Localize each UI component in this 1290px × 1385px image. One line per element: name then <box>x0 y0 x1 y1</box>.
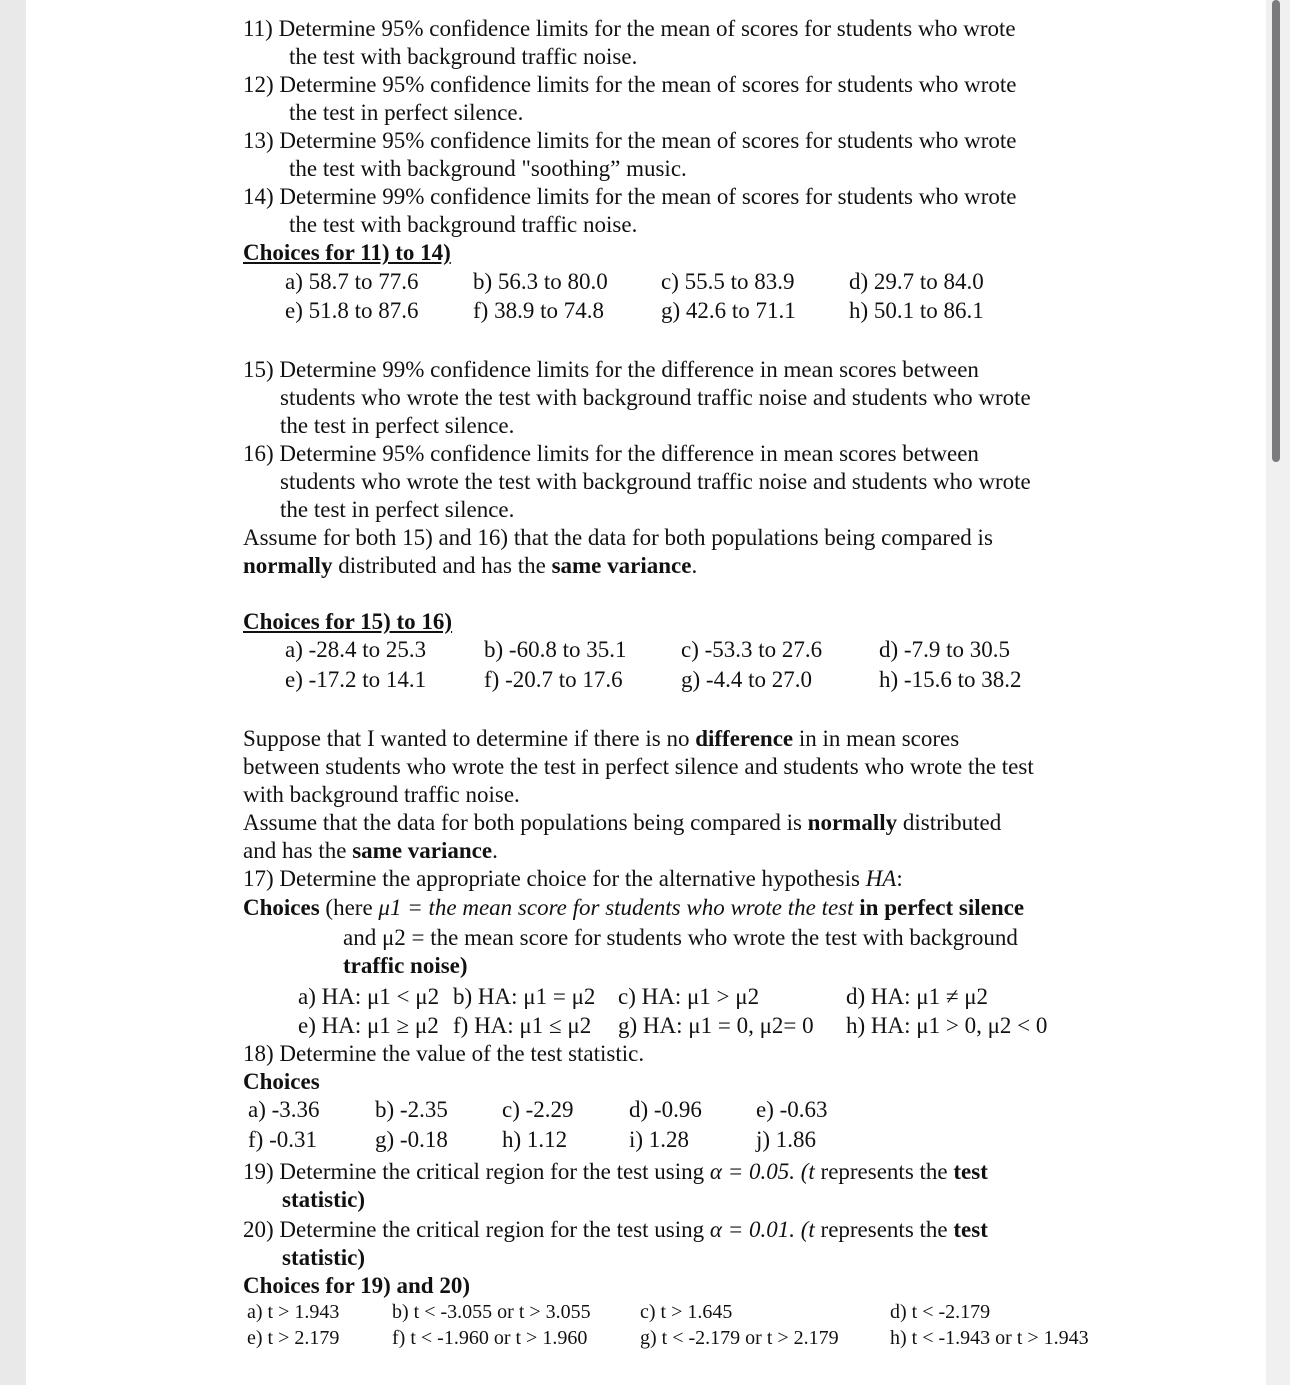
choice-item: b) -60.8 to 35.1 <box>484 637 627 662</box>
choice-item: h) 1.12 <box>502 1127 568 1152</box>
choice-item: i) 1.28 <box>629 1127 690 1152</box>
choice-item: c) -53.3 to 27.6 <box>681 637 823 662</box>
choice-item: e) 51.8 to 87.6 <box>285 298 419 323</box>
choice-item: d) -0.96 <box>629 1097 702 1122</box>
assumption-15-16-cont: normally distributed and has the same variance. <box>243 553 698 578</box>
suppose-paragraph-cont: between students who wrote the test in perfect silence and students who wrote the test <box>243 754 1034 779</box>
assumption-17: Assume that the data for both populations being compared is normally distributed <box>243 810 1002 835</box>
question-13-cont: the test with background "soothing” music. <box>289 156 687 181</box>
choice-item: b) -2.35 <box>375 1097 448 1122</box>
choice-item: g) -4.4 to 27.0 <box>681 667 812 692</box>
choice-item: c) HA: μ1 > μ2 <box>618 984 760 1009</box>
assumption-17-cont: and has the same variance. <box>243 838 498 863</box>
choice-item: b) t < -3.055 or t > 3.055 <box>392 1301 591 1323</box>
choice-item: g) -0.18 <box>375 1127 448 1152</box>
choice-item: e) -17.2 to 14.1 <box>285 667 427 692</box>
question-11-cont: the test with background traffic noise. <box>289 44 638 69</box>
choice-item: a) -3.36 <box>248 1097 320 1122</box>
choice-item: j) 1.86 <box>756 1127 817 1152</box>
question-15-cont: the test in perfect silence. <box>280 413 515 438</box>
question-20: 20) Determine the critical region for the test using α = 0.01. (t represents the test <box>243 1217 988 1242</box>
question-15: 15) Determine 99% confidence limits for the difference in mean scores between <box>243 357 979 382</box>
question-16-cont: the test in perfect silence. <box>280 497 515 522</box>
choice-item: h) HA: μ1 > 0, μ2 < 0 <box>846 1013 1048 1038</box>
assumption-15-16: Assume for both 15) and 16) that the data for both populations being compared is <box>243 525 993 550</box>
choice-item: a) HA: μ1 < μ2 <box>298 984 440 1009</box>
question-19: 19) Determine the critical region for the test using α = 0.05. (t represents the test <box>243 1159 988 1184</box>
question-12: 12) Determine 95% confidence limits for the mean of scores for students who wrote <box>243 72 1017 97</box>
choices-15-16-heading: Choices for 15) to 16) <box>243 609 453 634</box>
question-19-cont: statistic) <box>282 1187 366 1212</box>
choice-item: a) 58.7 to 77.6 <box>285 269 419 294</box>
choice-item: d) -7.9 to 30.5 <box>879 637 1010 662</box>
question-12-cont: the test in perfect silence. <box>289 100 524 125</box>
question-15-cont: students who wrote the test with background traffic noise and students who wrote <box>280 385 1031 410</box>
choices-11-14-heading: Choices for 11) to 14) <box>243 240 451 265</box>
question-14-cont: the test with background traffic noise. <box>289 212 638 237</box>
choice-item: h) t < -1.943 or t > 1.943 <box>890 1327 1089 1349</box>
choice-item: d) 29.7 to 84.0 <box>849 269 984 294</box>
choice-item: g) 42.6 to 71.1 <box>661 298 796 323</box>
question-14: 14) Determine 99% confidence limits for the mean of scores for students who wrote <box>243 184 1017 209</box>
choice-item: f) HA: μ1 ≤ μ2 <box>453 1013 592 1038</box>
question-11: 11) Determine 95% confidence limits for the mean of scores for students who wrote <box>243 16 1016 41</box>
question-20-cont: statistic) <box>282 1245 366 1270</box>
choice-item: c) 55.5 to 83.9 <box>661 269 795 294</box>
choices-17-definition: Choices (here μ1 = the mean score for students who wrote the test in perfect silence <box>243 895 1025 920</box>
choice-item: f) -0.31 <box>248 1127 317 1152</box>
choice-item: e) HA: μ1 ≥ μ2 <box>298 1013 439 1038</box>
choice-item: d) t < -2.179 <box>890 1301 991 1323</box>
choice-item: f) t < -1.960 or t > 1.960 <box>392 1327 588 1349</box>
choice-item: c) t > 1.645 <box>640 1301 733 1323</box>
scrollbar-thumb[interactable] <box>1272 0 1280 462</box>
suppose-paragraph-cont: with background traffic noise. <box>243 782 520 807</box>
choice-item: h) -15.6 to 38.2 <box>879 667 1022 692</box>
choices-18-heading: Choices <box>243 1069 320 1094</box>
question-16: 16) Determine 95% confidence limits for the difference in mean scores between <box>243 441 979 466</box>
question-18: 18) Determine the value of the test statistic. <box>243 1041 645 1066</box>
choice-item: g) t < -2.179 or t > 2.179 <box>640 1327 839 1349</box>
choice-item: g) HA: μ1 = 0, μ2= 0 <box>618 1013 814 1038</box>
choice-item: b) 56.3 to 80.0 <box>473 269 608 294</box>
choice-item: a) t > 1.943 <box>247 1301 340 1323</box>
question-16-cont: students who wrote the test with background traffic noise and students who wrote <box>280 469 1031 494</box>
choice-item: f) -20.7 to 17.6 <box>484 667 623 692</box>
choice-item: b) HA: μ1 = μ2 <box>453 984 596 1009</box>
choices-17-definition-cont: and μ2 = the mean score for students who wrote the test with background <box>343 925 1018 950</box>
choice-item: a) -28.4 to 25.3 <box>285 637 427 662</box>
choice-item: h) 50.1 to 86.1 <box>849 298 984 323</box>
choices-17-definition-cont: traffic noise) <box>343 953 468 978</box>
choice-item: f) 38.9 to 74.8 <box>473 298 604 323</box>
choices-19-20-heading: Choices for 19) and 20) <box>243 1273 471 1298</box>
question-17: 17) Determine the appropriate choice for the alternative hypothesis HA: <box>243 866 903 891</box>
choice-item: c) -2.29 <box>502 1097 574 1122</box>
choice-item: e) -0.63 <box>756 1097 828 1122</box>
suppose-paragraph: Suppose that I wanted to determine if there is no difference in in mean scores <box>243 726 960 751</box>
question-13: 13) Determine 95% confidence limits for the mean of scores for students who wrote <box>243 128 1017 153</box>
choice-item: e) t > 2.179 <box>247 1327 340 1349</box>
choice-item: d) HA: μ1 ≠ μ2 <box>846 984 989 1009</box>
